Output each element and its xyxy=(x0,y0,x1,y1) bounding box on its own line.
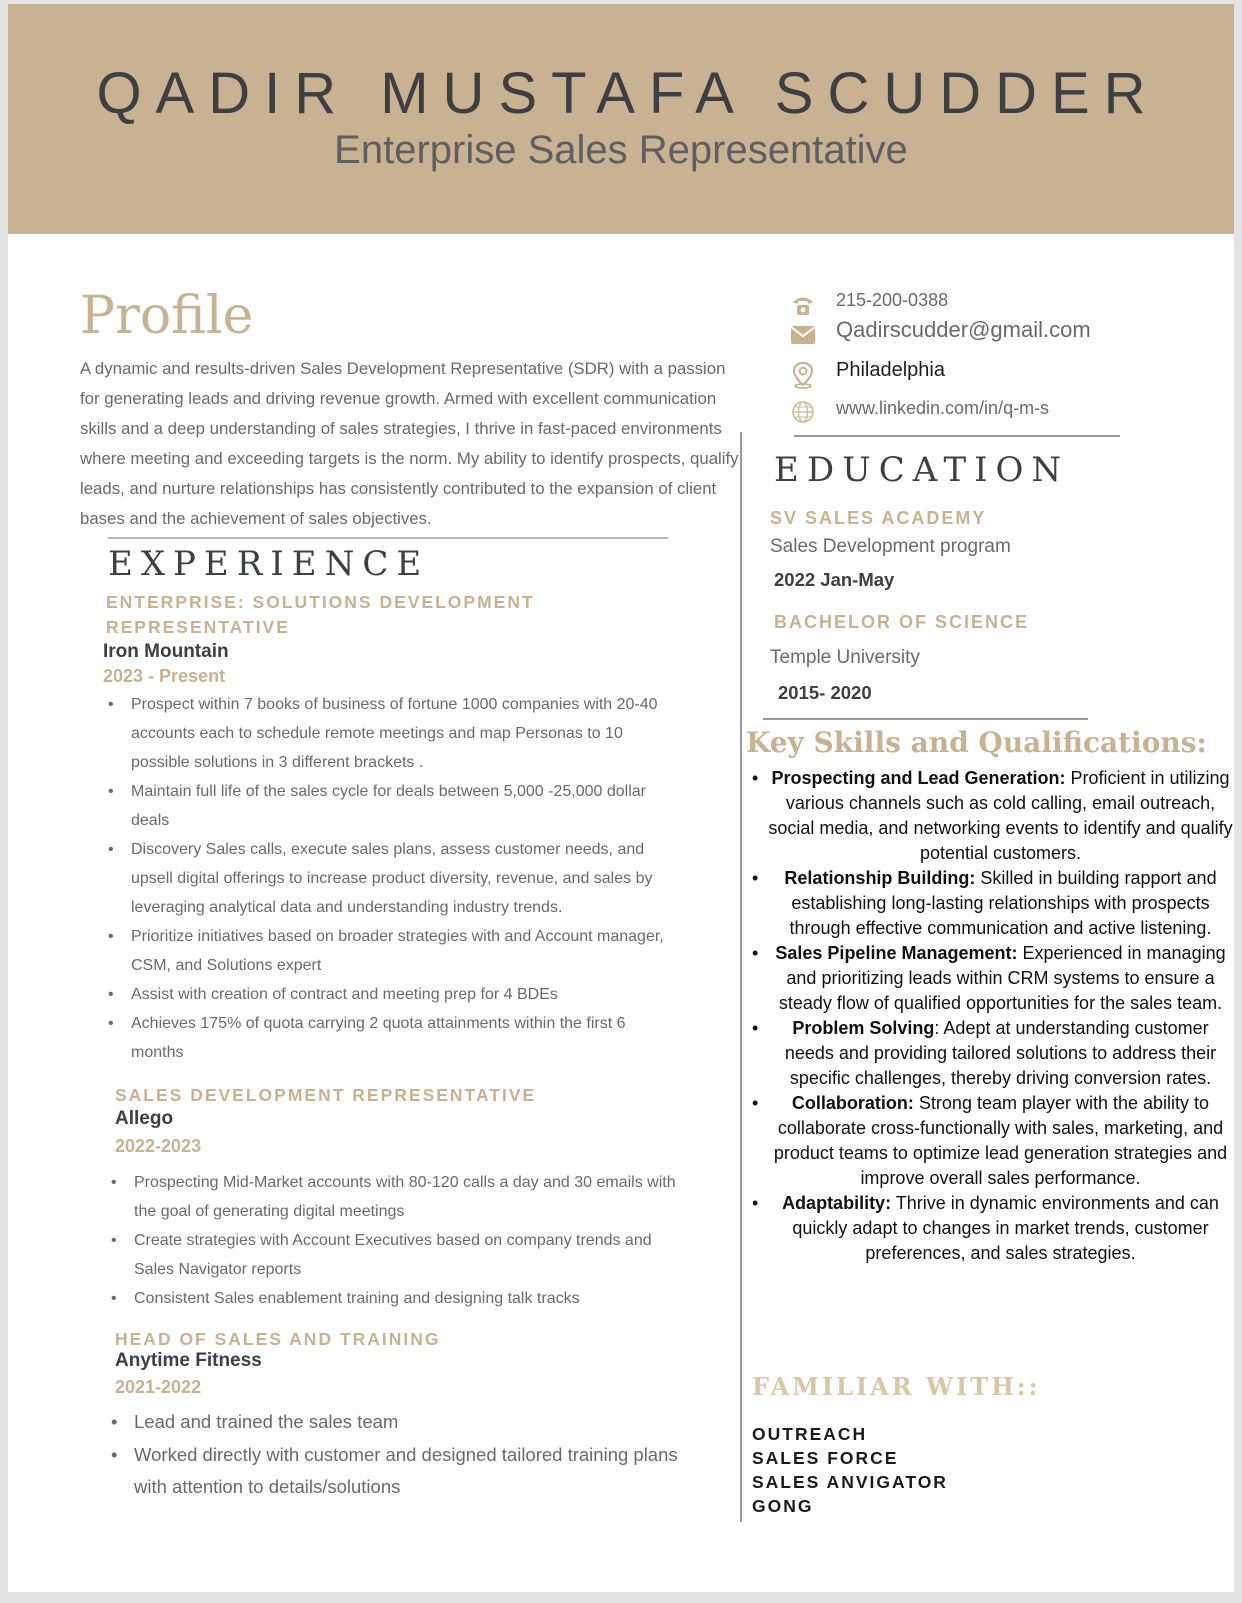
list-item: • Achieves 175% of quota carrying 2 quota attainments within the first 6 months xyxy=(105,1009,670,1067)
company-name: Allego xyxy=(115,1108,174,1129)
skill-label: Problem Solving xyxy=(792,1018,935,1038)
list-item: • Worked directly with customer and designed tailored training plans with attention to details/solutions xyxy=(108,1439,708,1504)
list-item: SALES ANVIGATOR xyxy=(752,1472,948,1492)
job-dates: 2022-2023 xyxy=(115,1136,202,1156)
list-item: SALES FORCE xyxy=(752,1448,899,1468)
job-bullets xyxy=(108,1406,708,1504)
skill-label: Relationship Building: xyxy=(784,868,976,888)
list-item: GONG xyxy=(752,1496,814,1516)
list-item xyxy=(748,1016,1233,1091)
list-item: • Prospect within 7 books of business of fortune 1000 companies with 20-40 accounts each to schedule remote meetings and map Personas to 10 possible solutions in 3 different brackets . xyxy=(105,690,670,777)
skill-label: Prospecting and Lead Generation: xyxy=(771,768,1066,788)
list-item xyxy=(748,766,1233,866)
skill-label: Adaptability: xyxy=(782,1193,892,1213)
column-divider xyxy=(740,432,742,1522)
list-item: OUTREACH xyxy=(752,1424,868,1444)
list-item: • Assist with creation of contract and meeting prep for 4 BDEs xyxy=(105,980,670,1009)
job-title: SALES DEVELOPMENT REPRESENTATIVE xyxy=(115,1085,537,1105)
skill-text: : Adept at understanding customer needs and providing tailored solutions to address their specific challenges, thereby driving conversion rates. xyxy=(784,1018,1217,1088)
list-item xyxy=(748,1191,1233,1266)
linkedin-link[interactable]: www.linkedin.com/in/q-m-s xyxy=(836,398,1050,418)
profile-summary: A dynamic and results-driven Sales Development Representative (SDR) with a passion for generating leads and driving revenue growth. Armed with excellent communication skills and a deep understanding of sales strategies, I thrive in fast-paced environments where meeting and exceeding targets is the norm. My ability to identify prospects, qualify leads, and nurture relationships has consistently contributed to the expansion of client bases and the achievement of sales objectives. xyxy=(80,359,739,528)
job-bullets xyxy=(105,690,670,1067)
job-title: ENTERPRISE: SOLUTIONS DEVELOPMENT REPRESENTATIVE xyxy=(106,592,535,637)
familiar-with-heading: FAMILIAR WITH:: xyxy=(752,1372,1041,1401)
globe-icon xyxy=(788,397,818,427)
education-title: SV SALES ACADEMY xyxy=(770,508,987,528)
skills-heading: Key Skills and Qualifications: xyxy=(746,726,1207,759)
email-address[interactable]: Qadirscudder@gmail.com xyxy=(836,317,1091,342)
list-item: • Prioritize initiatives based on broader strategies with and Account manager, CSM, and Solutions expert xyxy=(105,922,670,980)
list-item xyxy=(748,866,1233,941)
list-item xyxy=(748,1091,1233,1191)
candidate-name: QADIR MUSTAFA SCUDDER xyxy=(96,61,1160,126)
header-banner xyxy=(8,4,1234,234)
list-item: • Maintain full life of the sales cycle for deals between 5,000 -25,000 dollar deals xyxy=(105,777,670,835)
skill-text: Experienced in managing and prioritizing leads within CRM systems to ensure a steady flow of qualified opportunities for the sales team. xyxy=(778,943,1226,1013)
list-item: • Create strategies with Account Executives based on company trends and Sales Navigator reports xyxy=(108,1226,688,1284)
phone-number[interactable]: 215-200-0388 xyxy=(836,290,949,310)
company-name: Iron Mountain xyxy=(103,641,229,662)
divider xyxy=(794,435,1120,437)
skill-text: Strong team player with the ability to collaborate cross-functionally with sales, marketing, and product teams to optimize lead generation strategies and improve overall sales performance. xyxy=(773,1093,1228,1188)
list-item: • Lead and trained the sales team xyxy=(108,1406,708,1439)
list-item: • Consistent Sales enablement training and designing talk tracks xyxy=(108,1284,688,1313)
education-title: BACHELOR OF SCIENCE xyxy=(774,612,1030,632)
education-date: 2015- 2020 xyxy=(778,682,872,703)
experience-heading: EXPERIENCE xyxy=(108,544,430,584)
education-school: Temple University xyxy=(770,647,920,668)
tools-list xyxy=(752,1422,948,1518)
job-title: HEAD OF SALES AND TRAINING xyxy=(115,1329,441,1349)
job-bullets xyxy=(108,1168,688,1313)
skill-text: Skilled in building rapport and establishing long-lasting relationships with prospects through effective communication and active listening. xyxy=(789,868,1217,938)
mail-icon xyxy=(788,320,818,350)
education-heading: EDUCATION xyxy=(774,450,1070,490)
education-program: Sales Development program xyxy=(770,536,1011,557)
divider xyxy=(763,718,1088,720)
job-dates: 2023 - Present xyxy=(103,666,226,686)
skills-list xyxy=(748,766,1233,1266)
location: Philadelphia xyxy=(836,359,945,381)
skill-label: Collaboration: xyxy=(791,1093,914,1113)
phone-icon xyxy=(788,290,818,320)
profile-heading: Profile xyxy=(80,286,254,346)
list-item: • Prospecting Mid-Market accounts with 80-120 calls a day and 30 emails with the goal of generating digital meetings xyxy=(108,1168,688,1226)
list-item: • Discovery Sales calls, execute sales plans, assess customer needs, and upsell digital offerings to increase product diversity, revenue, and sales by leveraging analytical data and understanding industry trends. xyxy=(105,835,670,922)
location-pin-icon xyxy=(788,360,818,390)
education-date: 2022 Jan-May xyxy=(774,569,895,590)
resume-page xyxy=(8,4,1234,1592)
skill-text: Thrive in dynamic environments and can quickly adapt to changes in market trends, customer preferences, and sales strategies. xyxy=(792,1193,1219,1263)
job-dates: 2021-2022 xyxy=(115,1377,202,1397)
job-title-headline: Enterprise Sales Representative xyxy=(334,128,908,172)
list-item xyxy=(748,941,1233,1016)
skill-text: Proficient in utilizing various channels such as cold calling, email outreach, social media, and networking events to identify and qualify potential customers. xyxy=(768,768,1233,863)
skill-label: Sales Pipeline Management: xyxy=(775,943,1018,963)
company-name: Anytime Fitness xyxy=(115,1350,262,1371)
divider xyxy=(108,537,668,539)
